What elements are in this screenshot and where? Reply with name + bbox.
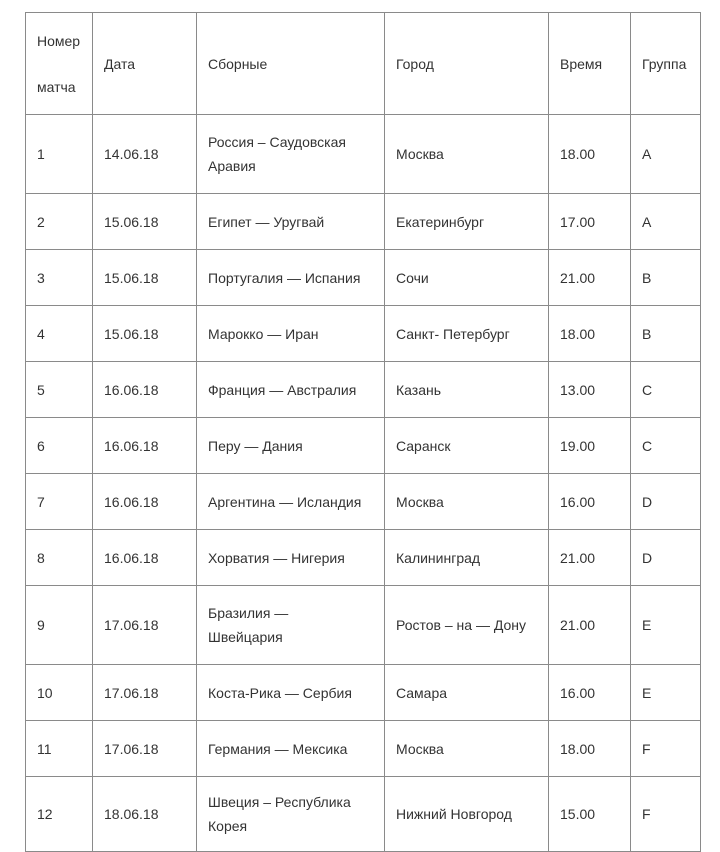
cell-teams: Марокко — Иран bbox=[197, 306, 385, 362]
table-row bbox=[26, 418, 701, 474]
table-row bbox=[26, 530, 701, 586]
cell-group: E bbox=[631, 586, 701, 665]
cell-match-number: 7 bbox=[26, 474, 93, 530]
cell-teams: Россия – Саудовская Аравия bbox=[197, 115, 385, 194]
header-group: Группа bbox=[631, 13, 701, 115]
cell-date: 15.06.18 bbox=[93, 250, 197, 306]
cell-time: 13.00 bbox=[549, 362, 631, 418]
cell-group: F bbox=[631, 777, 701, 852]
cell-group: D bbox=[631, 474, 701, 530]
header-match-number: Номер матча bbox=[26, 13, 93, 115]
cell-group: E bbox=[631, 665, 701, 721]
cell-group: C bbox=[631, 418, 701, 474]
table-row bbox=[26, 777, 701, 852]
table-row bbox=[26, 474, 701, 530]
cell-city: Саранск bbox=[385, 418, 549, 474]
cell-date: 16.06.18 bbox=[93, 474, 197, 530]
cell-group: F bbox=[631, 721, 701, 777]
match-schedule-table bbox=[25, 12, 701, 852]
cell-city: Самара bbox=[385, 665, 549, 721]
table-row bbox=[26, 665, 701, 721]
cell-teams: Аргентина — Исландия bbox=[197, 474, 385, 530]
cell-group: B bbox=[631, 250, 701, 306]
cell-group: C bbox=[631, 362, 701, 418]
table-header-row bbox=[26, 13, 701, 115]
cell-teams: Франция — Австралия bbox=[197, 362, 385, 418]
cell-group: A bbox=[631, 194, 701, 250]
cell-teams: Германия — Мексика bbox=[197, 721, 385, 777]
cell-time: 21.00 bbox=[549, 586, 631, 665]
cell-group: D bbox=[631, 530, 701, 586]
cell-city: Нижний Новгород bbox=[385, 777, 549, 852]
cell-city: Москва bbox=[385, 115, 549, 194]
cell-match-number: 8 bbox=[26, 530, 93, 586]
cell-city: Москва bbox=[385, 474, 549, 530]
table-row bbox=[26, 250, 701, 306]
cell-time: 19.00 bbox=[549, 418, 631, 474]
cell-city: Казань bbox=[385, 362, 549, 418]
cell-match-number: 12 bbox=[26, 777, 93, 852]
cell-time: 16.00 bbox=[549, 474, 631, 530]
cell-teams: Хорватия — Нигерия bbox=[197, 530, 385, 586]
cell-date: 16.06.18 bbox=[93, 530, 197, 586]
table-row bbox=[26, 115, 701, 194]
cell-city: Екатеринбург bbox=[385, 194, 549, 250]
cell-match-number: 5 bbox=[26, 362, 93, 418]
cell-date: 18.06.18 bbox=[93, 777, 197, 852]
cell-city: Москва bbox=[385, 721, 549, 777]
cell-date: 17.06.18 bbox=[93, 721, 197, 777]
cell-date: 17.06.18 bbox=[93, 665, 197, 721]
header-date: Дата bbox=[93, 13, 197, 115]
cell-time: 18.00 bbox=[549, 721, 631, 777]
cell-date: 14.06.18 bbox=[93, 115, 197, 194]
cell-match-number: 9 bbox=[26, 586, 93, 665]
cell-match-number: 3 bbox=[26, 250, 93, 306]
cell-teams: Швеция – Республика Корея bbox=[197, 777, 385, 852]
table-row bbox=[26, 362, 701, 418]
cell-teams: Перу — Дания bbox=[197, 418, 385, 474]
cell-teams: Португалия — Испания bbox=[197, 250, 385, 306]
table-row bbox=[26, 721, 701, 777]
table-row bbox=[26, 586, 701, 665]
cell-time: 15.00 bbox=[549, 777, 631, 852]
table-row bbox=[26, 306, 701, 362]
cell-time: 21.00 bbox=[549, 250, 631, 306]
cell-time: 16.00 bbox=[549, 665, 631, 721]
cell-city: Ростов – на — Дону bbox=[385, 586, 549, 665]
header-city: Город bbox=[385, 13, 549, 115]
cell-time: 18.00 bbox=[549, 115, 631, 194]
cell-date: 16.06.18 bbox=[93, 362, 197, 418]
cell-city: Калининград bbox=[385, 530, 549, 586]
cell-teams: Египет — Уругвай bbox=[197, 194, 385, 250]
cell-time: 17.00 bbox=[549, 194, 631, 250]
cell-time: 18.00 bbox=[549, 306, 631, 362]
cell-match-number: 6 bbox=[26, 418, 93, 474]
cell-match-number: 1 bbox=[26, 115, 93, 194]
cell-match-number: 10 bbox=[26, 665, 93, 721]
cell-date: 15.06.18 bbox=[93, 194, 197, 250]
cell-city: Санкт- Петербург bbox=[385, 306, 549, 362]
cell-group: A bbox=[631, 115, 701, 194]
cell-match-number: 4 bbox=[26, 306, 93, 362]
cell-date: 16.06.18 bbox=[93, 418, 197, 474]
cell-city: Сочи bbox=[385, 250, 549, 306]
cell-teams: Коста-Рика — Сербия bbox=[197, 665, 385, 721]
cell-match-number: 2 bbox=[26, 194, 93, 250]
cell-teams: Бразилия — Швейцария bbox=[197, 586, 385, 665]
cell-date: 15.06.18 bbox=[93, 306, 197, 362]
cell-date: 17.06.18 bbox=[93, 586, 197, 665]
cell-match-number: 11 bbox=[26, 721, 93, 777]
table-row bbox=[26, 194, 701, 250]
header-teams: Сборные bbox=[197, 13, 385, 115]
cell-time: 21.00 bbox=[549, 530, 631, 586]
header-time: Время bbox=[549, 13, 631, 115]
cell-group: B bbox=[631, 306, 701, 362]
